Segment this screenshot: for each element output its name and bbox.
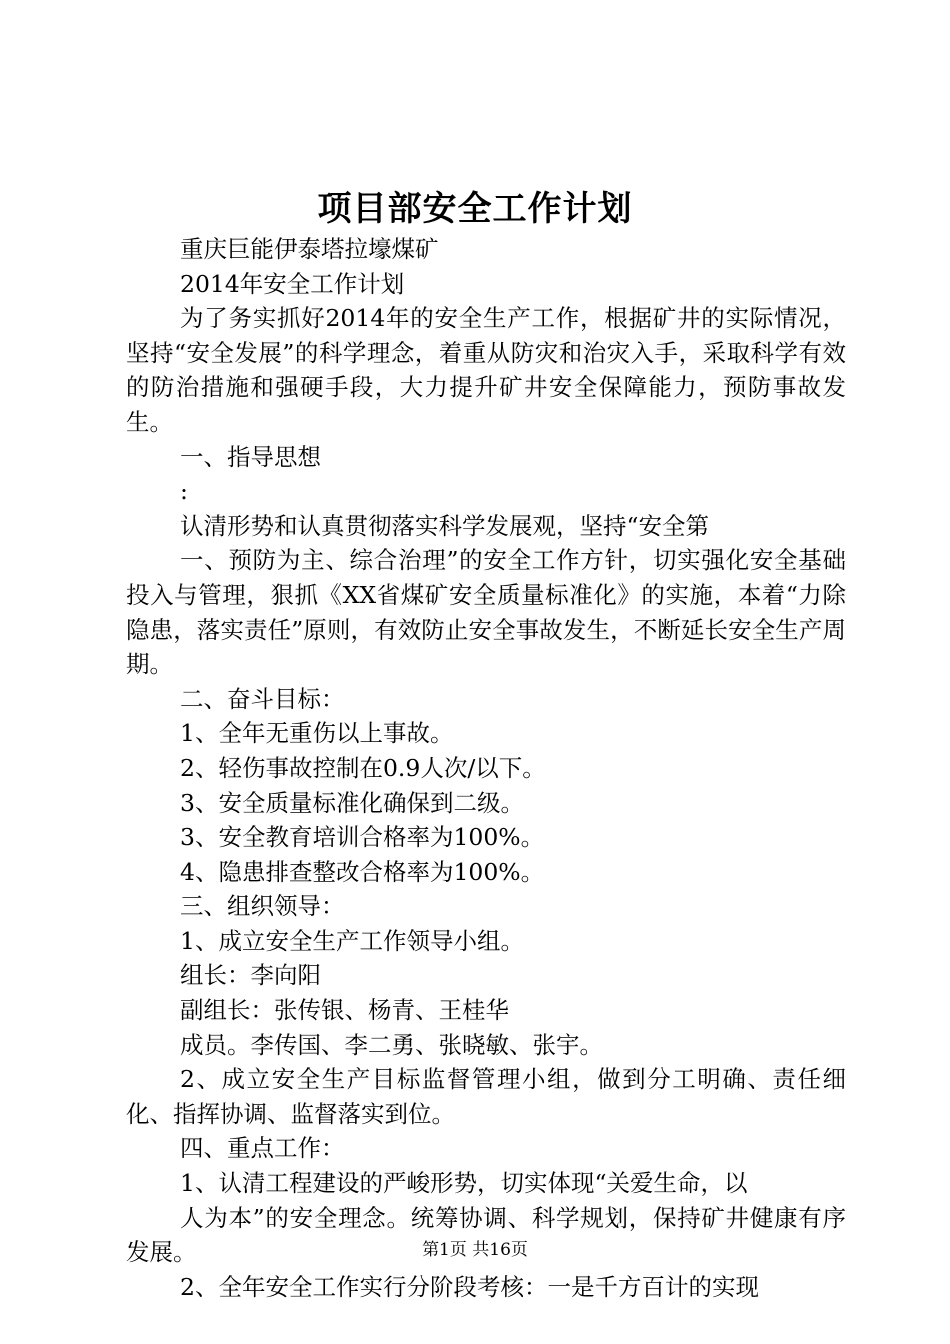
list-item: 3、安全质量标准化确保到二级。 <box>180 788 524 817</box>
list-item: 4、隐患排查整改合格率为100%。 <box>180 857 545 886</box>
paragraph: 成员。李传国、李二勇、张晓敏、张宇。 <box>180 1030 603 1059</box>
section-heading: 一、指导思想 <box>180 442 321 471</box>
list-item: 3、安全教育培训合格率为100%。 <box>180 823 545 852</box>
paragraph: 人为本”的安全理念。统筹协调、科学规划，保持矿井健康有序发展。 <box>126 1203 846 1267</box>
paragraph: 一、预防为主、综合治理”的安全工作方针，切实强化安全基础投入与管理，狠抓《XX省煤矿安全质量标准化》的实施，本着“力除隐患，落实责任”原则，有效防止安全事故发生，不断延长安全生产周期。 <box>126 546 846 679</box>
list-item: 1、全年无重伤以上事故。 <box>180 719 454 748</box>
section-heading: 二、奋斗目标： <box>180 684 345 713</box>
list-item: 2、全年安全工作实行分阶段考核：一是千方百计的实现 <box>180 1272 759 1301</box>
page-footer: 第1页 共16页 <box>422 1240 528 1260</box>
paragraph: 重庆巨能伊泰塔拉壕煤矿 <box>180 235 439 263</box>
paragraph: 副组长：张传银、杨青、王桂华 <box>180 996 509 1025</box>
list-item: 1、认清工程建设的严峻形势，切实体现“关爱生命，以 <box>180 1169 748 1198</box>
list-item: 1、成立安全生产工作领导小组。 <box>180 926 524 955</box>
paragraph: 认清形势和认真贯彻落实科学发展观，坚持“安全第 <box>180 511 710 540</box>
paragraph: 组长：李向阳 <box>180 961 321 990</box>
list-item: 2、轻伤事故控制在0.9人次/以下。 <box>180 753 546 782</box>
paragraph: 为了务实抓好2014年的安全生产工作，根据矿井的实际情况，坚持“安全发展”的科学理念，着重从防灾和治灾入手，采取科学有效的防治措施和强硬手段，大力提升矿井安全保障能力，预防事故发生。 <box>126 304 846 436</box>
document-body <box>126 232 846 1304</box>
paragraph: : <box>180 477 188 506</box>
section-heading: 三、组织领导： <box>180 892 345 921</box>
document-title: 项目部安全工作计划 <box>317 189 633 229</box>
section-heading: 四、重点工作： <box>180 1134 345 1163</box>
paragraph: 2014年安全工作计划 <box>180 269 405 298</box>
list-item: 2、成立安全生产目标监督管理小组，做到分工明确、责任细化、指挥协调、监督落实到位。 <box>126 1065 846 1128</box>
